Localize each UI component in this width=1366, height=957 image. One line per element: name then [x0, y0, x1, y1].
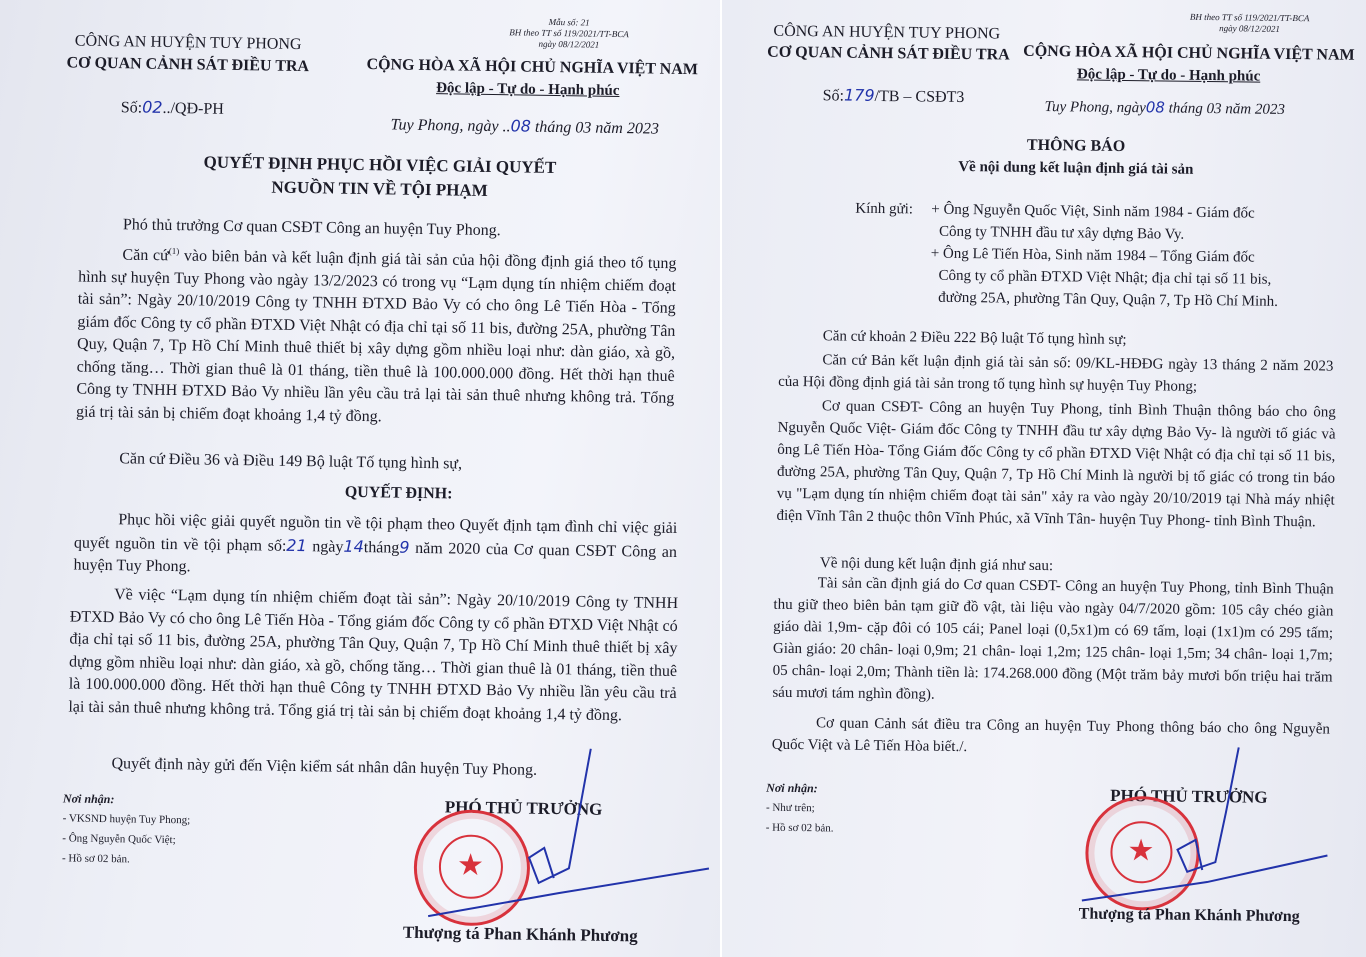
- signature: [1077, 740, 1359, 913]
- paragraph-closing: Cơ quan Cảnh sát điều tra Công an huyện Tuy Phong thông báo cho ông Nguyễn Quốc Việt và Lê Tiến Hòa biết./.: [771, 715, 1331, 756]
- date-handwritten: 08: [510, 116, 532, 136]
- form-number: Mẫu số: 21: [548, 16, 590, 28]
- paragraph-send: Quyết định này gửi đến Viện kiểm sát nhân dân huyện Tuy Phong.: [111, 755, 538, 779]
- agency-line-1: CÔNG AN HUYỆN TUY PHONG: [74, 32, 302, 54]
- date-prefix: Tuy Phong, ngày ..: [390, 116, 511, 136]
- decision-day-hand: 14: [343, 536, 364, 556]
- paragraph-decision: [73, 509, 677, 587]
- decision-text-a: Phục hồi việc giải quyết nguồn tin về tội phạm theo Quyết định tạm đình chỉ việc giải quyết nguồn tin về tội phạm số:: [73, 511, 678, 555]
- recipients-block: [62, 791, 191, 870]
- paragraph-grounds: [76, 239, 677, 434]
- decision-month-hand: 9: [399, 537, 410, 557]
- nation-title: CỘNG HÒA XÃ HỘI CHỦ NGHĨA VIỆT NAM: [1023, 42, 1355, 64]
- recipients-block: [766, 781, 835, 839]
- title-line-2: NGUỒN TIN VỀ TỘI PHẠM: [271, 177, 488, 200]
- recipients-label: Nơi nhận:: [62, 791, 115, 807]
- title-line-1: QUYẾT ĐỊNH PHỤC HỒI VIỆC GIẢI QUYẾT: [203, 152, 557, 178]
- document-date: [390, 114, 659, 139]
- number-suffix: /TB – CSĐT3: [874, 87, 965, 107]
- title-line-1: THÔNG BÁO: [1026, 136, 1126, 155]
- paragraph-notice: Cơ quan CSĐT- Công an huyện Tuy Phong, tỉnh Bình Thuận thông báo cho ông Nguyễn Quốc Việt- Giám đốc Công ty TNHH đầu tư xây dựng Bảo Vy- là người tố giác và ông Lê Tiến Hòa- Tổng Giám đốc Công ty cổ phần ĐTXD Việt Nhật có địa chỉ tại số 11 bis, đường 25A, phường Tân Quy, Quận 7, Tp Hồ Chí Minh là người bị tố giác có trong tin báo vụ "Lạm dụng tín nhiệm chiếm đoạt tài sản" xảy ra vào ngày 20/10/2019 tại Nhà máy nhiệt điện Vĩnh Tân 2 thuộc thôn Vĩnh Phúc, xã Vĩnh Tân- huyện Tuy Phong- tỉnh Bình Thuận.: [776, 398, 1336, 531]
- addressee-2-line-1: + Ông Lê Tiến Hòa, Sinh năm 1984 – Tổng Giám đốc: [930, 245, 1255, 266]
- recipient-item: - Ông Nguyễn Quốc Việt;: [62, 832, 176, 847]
- number-prefix: Số:: [120, 99, 143, 117]
- number-prefix: Số:: [822, 87, 845, 105]
- document-title: [134, 149, 625, 205]
- addressee-1-line-1: + Ông Nguyễn Quốc Việt, Sinh năm 1984 - Giám đốc: [931, 201, 1255, 222]
- agency-line-2: CƠ QUAN CẢNH SÁT ĐIỀU TRA: [66, 54, 310, 76]
- form-reference: BH theo TT số 119/2021/TT-BCA: [1189, 11, 1310, 24]
- addressee-2-line-3: đường 25A, phường Tân Quy, Quận 7, Tp Hồ Chí Minh.: [938, 289, 1279, 310]
- recipient-item: - Hồ sơ 02 bản.: [61, 852, 130, 866]
- addressee-block: [855, 198, 913, 221]
- grounds-lead: Căn cứ: [122, 246, 169, 265]
- signature: [418, 746, 720, 931]
- paragraph-valuation-basis: Căn cứ Bản kết luận định giá tài sản số: 09/KL-HĐĐG ngày 13 tháng 2 năm 2023 của Hội đồng định giá tài sản trong tố tụng hình sự huyện Tuy Phong;: [778, 352, 1334, 395]
- right-document: [722, 0, 1366, 957]
- grounds-body: vào biên bản và kết luận định giá tài sản của hội đồng định giá theo tố tụng hình sự huyện Tuy Phong vào ngày 13/2/2023 có trong vụ “Lạm dụng tín nhiệm chiếm đoạt tài sản”: Ngày 20/10/2019 Công ty TNHH ĐTXD Bảo Vy có cho ông Lê Tiến Hòa - Tổng giám đốc Công ty cổ phần ĐTXD Việt Nhật có địa chỉ tại số 11 bis, đường 25A, phường Tân Quy, Quận 7, Tp Hồ Chí Minh thuê thiết bị xây dựng gồm nhiều loại như: dàn giáo, xà gồ, chống tăng… Thời gian thuê là 01 tháng, tiền thuê là 100.000.000 đồng. Hết thời hạn thuê Công ty TNHH ĐTXD Bảo Vy nhiều lần yêu cầu trả lại tài sản thuê nhưng không trả. Tổng giá trị tài sản bị chiếm đoạt khoảng 1,4 tỷ đồng.: [75, 247, 677, 426]
- paragraph-case: Về việc “Lạm dụng tín nhiệm chiếm đoạt tài sản”: Ngày 20/10/2019 Công ty TNHH ĐTXD Bảo Vy có cho ông Lê Tiến Hòa - Tổng giám đốc Công ty cổ phần ĐTXD Việt Nhật có địa chỉ tại số 11 bis, đường 25A, phường Tân Quy, Quận 7, Tp Hồ Chí Minh thuê thiết bị xây dựng gồm nhiều loại như: dàn giáo, xà gồ, chống tăng… Thời gian thuê là 01 tháng, tiền thuê là 100.000.000 đồng. Hết thời hạn thuê Công ty TNHH ĐTXD Bảo Vy nhiều lần yêu cầu trả lại tài sản thuê nhưng không trả. Tổng giá trị tài sản bị chiếm đoạt khoảng 1,4 tỷ đồng.: [68, 586, 679, 724]
- seal-star-icon: ★: [1127, 834, 1155, 868]
- number-handwritten: 179: [843, 85, 875, 105]
- document-date: [1044, 96, 1285, 120]
- nation-title: CỘNG HÒA XÃ HỘI CHỦ NGHĨA VIỆT NAM: [366, 56, 699, 79]
- date-prefix: Tuy Phong, ngày: [1044, 99, 1146, 117]
- addressee-2-line-2: Công ty cổ phần ĐTXD Việt Nhật; địa chỉ tại số 11 bis,: [938, 267, 1272, 288]
- motto: Độc lập - Tự do - Hạnh phúc: [1076, 66, 1261, 85]
- form-date: ngày 08/12/2021: [538, 38, 600, 50]
- date-handwritten: 08: [1145, 98, 1166, 117]
- document-number: [121, 97, 224, 120]
- paragraph-valuation-heading: Về nội dung kết luận định giá như sau:: [819, 555, 1054, 575]
- agency-line-2: CƠ QUAN CẢNH SÁT ĐIỀU TRA: [767, 43, 1010, 64]
- decision-number-hand: 21: [286, 535, 307, 555]
- right-document-photo: [722, 0, 1366, 957]
- agency-line-1: CÔNG AN HUYỆN TUY PHONG: [773, 22, 1001, 43]
- decision-text-c: tháng: [363, 538, 400, 557]
- document-number: [823, 85, 965, 108]
- footnote-mark: (1): [168, 245, 180, 257]
- recipient-item: - Như trên;: [765, 801, 815, 815]
- motto: Độc lập - Tự do - Hạnh phúc: [436, 80, 620, 100]
- signer-title: PHÓ THỦ TRƯỞNG: [444, 797, 603, 819]
- signer-title: PHÓ THỦ TRƯỞNG: [1110, 785, 1268, 807]
- addressee-list: [930, 199, 1279, 313]
- form-date: ngày 08/12/2021: [1219, 23, 1280, 34]
- signer-name: Thượng tá Phan Khánh Phương: [1078, 905, 1300, 926]
- signer-name: Thượng tá Phan Khánh Phương: [402, 922, 638, 946]
- paragraph-valuation-details: Tài sản cần định giá do Cơ quan CSĐT- Công an huyện Tuy Phong, tỉnh Bình Thuận thu giữ theo biên bản tạm giữ đồ vật, tài liệu vào ngày 04/7/2020 gồm: 105 cây chéo giàn giáo dài 1,9m- cặp đôi có 105 cái; Panel loại (0,5x1)m có 69 tấm, loại (1x1)m có 295 tấm; Giàn giáo: 20 chân- loại 0,9m; 21 chân- loại 1,2m; 125 chân- loại 1,5m; 34 chân- loại 1,7m; 05 chân- loại 2,0m; Thành tiền là: 174.268.000 đồng (Một trăm bảy mươi bốn triệu hai trăm sáu mươi tám nghìn đồng).: [772, 575, 1334, 703]
- date-suffix: tháng 03 năm 2023: [1164, 100, 1285, 118]
- title-line-2: Về nội dung kết luận định giá tài sản: [958, 158, 1194, 178]
- form-info: [1179, 12, 1319, 36]
- number-handwritten: 02: [142, 97, 163, 117]
- paragraph-legal-basis: Căn cứ khoản 2 Điều 222 Bộ luật Tố tụng hình sự;: [822, 328, 1127, 349]
- document-title: [876, 133, 1277, 182]
- paragraph-legal-basis: Căn cứ Điều 36 và Điều 149 Bộ luật Tố tụng hình sự,: [119, 450, 463, 473]
- paragraph-authority: Phó thủ trưởng Cơ quan CSĐT Công an huyện Tuy Phong.: [122, 216, 501, 240]
- decision-text-b: ngày: [306, 537, 344, 556]
- form-reference: BH theo TT số 119/2021/TT-BCA: [509, 27, 629, 40]
- decision-text-d: năm 2020 của Cơ quan CSĐT Công an huyện Tuy Phong.: [73, 539, 678, 576]
- number-suffix: ../QĐ-PH: [162, 99, 224, 118]
- recipients-label: Nơi nhận:: [766, 780, 818, 796]
- date-suffix: tháng 03 năm 2023: [530, 118, 660, 138]
- form-info: [499, 16, 640, 51]
- seal-star-icon: ★: [456, 848, 485, 882]
- recipient-item: - Hồ sơ 02 bản.: [765, 821, 834, 835]
- addressee-label: Kính gửi:: [855, 200, 914, 218]
- decision-heading: QUYẾT ĐỊNH:: [344, 483, 453, 503]
- addressee-1-line-2: Công ty TNHH đầu tư xây dựng Bảo Vy.: [938, 223, 1185, 243]
- recipient-item: - VKSND huyện Tuy Phong;: [62, 812, 191, 827]
